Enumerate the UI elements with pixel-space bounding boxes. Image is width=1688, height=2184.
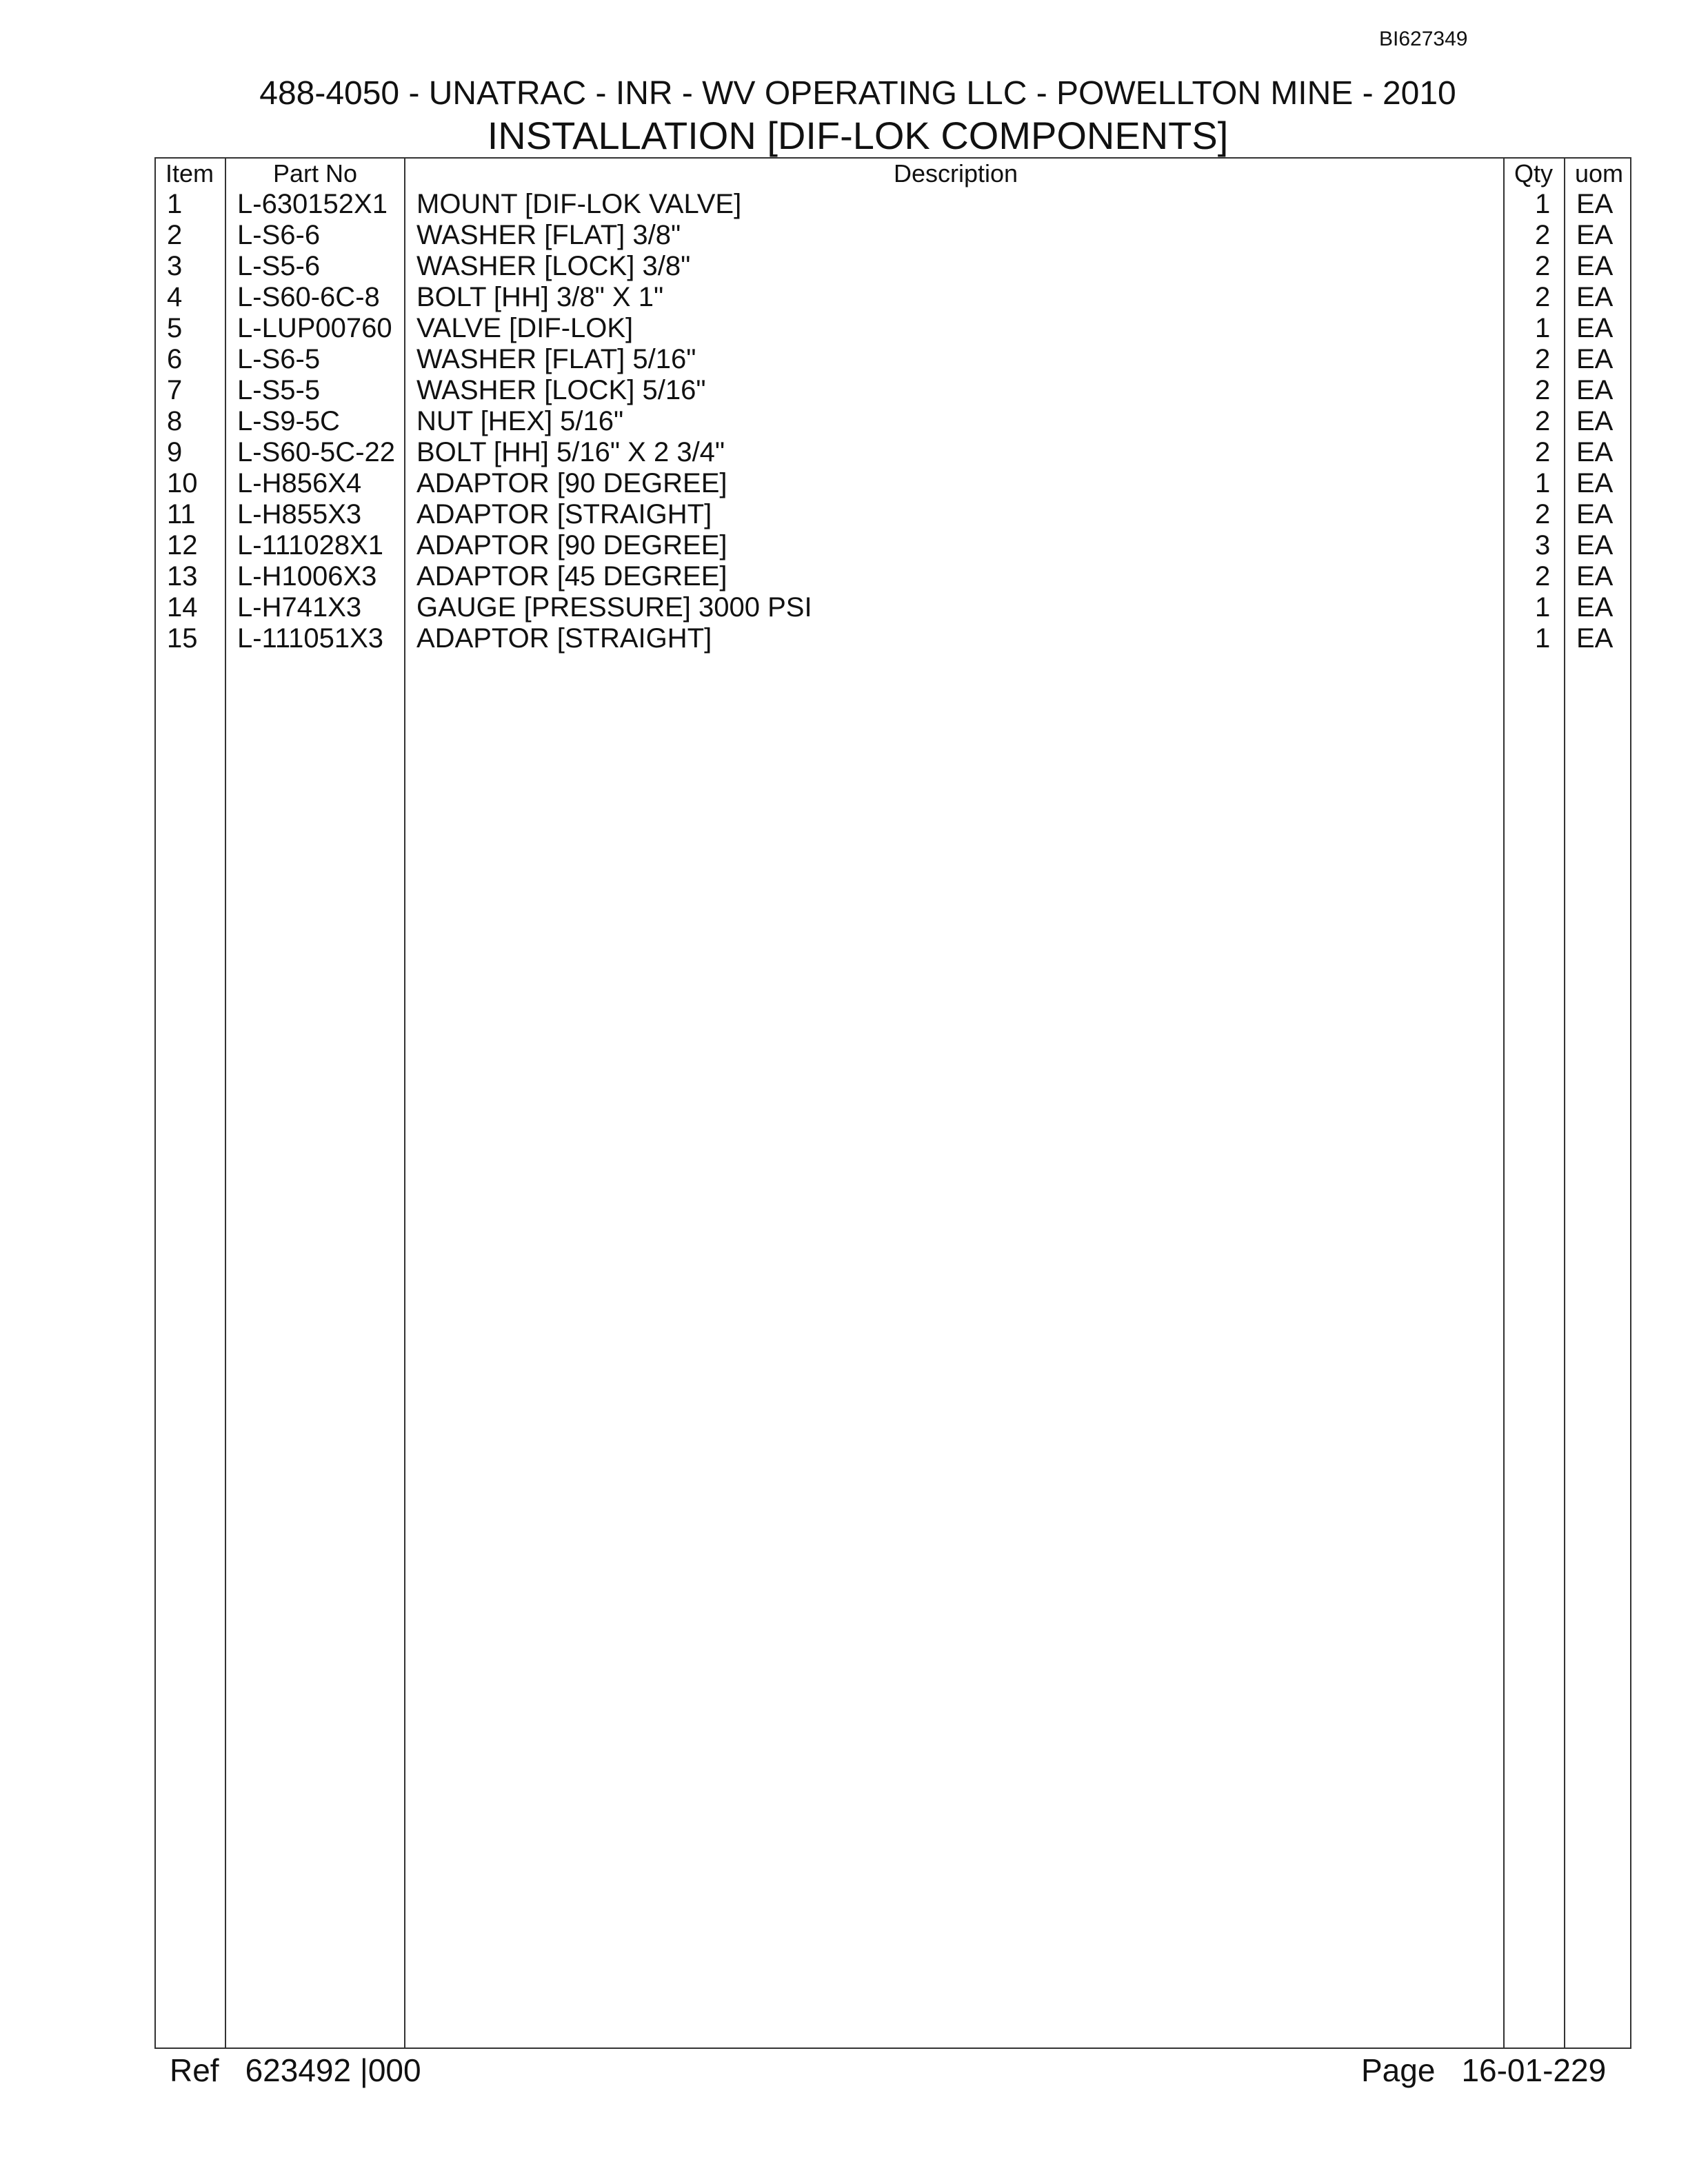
quantity: 2 [1535, 282, 1551, 312]
quantity: 3 [1535, 530, 1551, 560]
part-number: L-111028X1 [237, 530, 384, 560]
quantity: 2 [1535, 499, 1551, 529]
part-description: WASHER [FLAT] 3/8" [416, 220, 681, 250]
table-row [156, 313, 1630, 344]
table-row [156, 344, 1630, 375]
item-number: 10 [167, 468, 198, 498]
unit-of-measure: EA [1576, 406, 1614, 436]
quantity: 1 [1535, 189, 1551, 219]
footer-page [1361, 2052, 1606, 2089]
part-number: L-H1006X3 [237, 561, 377, 592]
unit-of-measure: EA [1576, 468, 1614, 498]
unit-of-measure: EA [1576, 437, 1614, 467]
part-number: L-S5-5 [237, 375, 321, 405]
ref-value: 623492 |000 [245, 2052, 421, 2088]
item-number: 5 [167, 313, 183, 343]
part-number: L-S6-5 [237, 344, 321, 374]
quantity: 2 [1535, 375, 1551, 405]
quantity: 2 [1535, 220, 1551, 250]
item-number: 14 [167, 592, 198, 623]
unit-of-measure: EA [1576, 313, 1614, 343]
parts-table [154, 157, 1631, 2049]
ref-label: Ref [170, 2052, 219, 2088]
part-number: L-H856X4 [237, 468, 362, 498]
page-label: Page [1361, 2052, 1436, 2088]
unit-of-measure: EA [1576, 530, 1614, 560]
part-description: MOUNT [DIF-LOK VALVE] [416, 189, 742, 219]
unit-of-measure: EA [1576, 220, 1614, 250]
column-header-part-no: Part No [273, 159, 358, 188]
unit-of-measure: EA [1576, 282, 1614, 312]
quantity: 2 [1535, 344, 1551, 374]
table-row [156, 437, 1630, 468]
part-number: L-S6-6 [237, 220, 321, 250]
page-value: 16-01-229 [1461, 2052, 1607, 2088]
item-number: 4 [167, 282, 183, 312]
unit-of-measure: EA [1576, 499, 1614, 529]
unit-of-measure: EA [1576, 623, 1614, 654]
unit-of-measure: EA [1576, 251, 1614, 281]
quantity: 2 [1535, 406, 1551, 436]
document-id: BI627349 [1379, 28, 1468, 50]
part-number: L-111051X3 [237, 623, 384, 654]
part-description: ADAPTOR [45 DEGREE] [416, 561, 727, 592]
part-description: WASHER [LOCK] 3/8" [416, 251, 691, 281]
quantity: 2 [1535, 561, 1551, 592]
column-header-qty: Qty [1514, 159, 1554, 188]
part-number: L-S9-5C [237, 406, 340, 436]
quantity: 1 [1535, 468, 1551, 498]
table-header-row [156, 160, 1630, 188]
column-header-uom: uom [1575, 159, 1624, 188]
unit-of-measure: EA [1576, 561, 1614, 592]
part-number: L-S60-6C-8 [237, 282, 380, 312]
part-number: L-H855X3 [237, 499, 362, 529]
table-row [156, 468, 1630, 499]
part-description: ADAPTOR [STRAIGHT] [416, 499, 712, 529]
part-number: L-630152X1 [237, 189, 388, 219]
column-header-description: Description [894, 159, 1018, 188]
table-row [156, 189, 1630, 220]
table-row [156, 592, 1630, 623]
table-row [156, 282, 1630, 313]
part-description: BOLT [HH] 3/8" X 1" [416, 282, 664, 312]
unit-of-measure: EA [1576, 375, 1614, 405]
part-description: GAUGE [PRESSURE] 3000 PSI [416, 592, 812, 623]
table-row [156, 220, 1630, 251]
item-number: 6 [167, 344, 183, 374]
unit-of-measure: EA [1576, 189, 1614, 219]
item-number: 7 [167, 375, 183, 405]
item-number: 3 [167, 251, 183, 281]
table-row [156, 406, 1630, 437]
quantity: 2 [1535, 251, 1551, 281]
quantity: 1 [1535, 592, 1551, 623]
item-number: 9 [167, 437, 183, 467]
part-description: NUT [HEX] 5/16" [416, 406, 624, 436]
table-row [156, 375, 1630, 406]
unit-of-measure: EA [1576, 344, 1614, 374]
item-number: 1 [167, 189, 183, 219]
table-row [156, 530, 1630, 561]
footer-ref [170, 2052, 421, 2089]
part-description: BOLT [HH] 5/16" X 2 3/4" [416, 437, 725, 467]
item-number: 12 [167, 530, 198, 560]
section-title: INSTALLATION [DIF-LOK COMPONENTS] [487, 114, 1229, 157]
part-description: ADAPTOR [90 DEGREE] [416, 530, 727, 560]
item-number: 11 [167, 499, 196, 529]
part-number: L-LUP00760 [237, 313, 392, 343]
item-number: 15 [167, 623, 198, 654]
quantity: 2 [1535, 437, 1551, 467]
item-number: 8 [167, 406, 183, 436]
quantity: 1 [1535, 623, 1551, 654]
unit-of-measure: EA [1576, 592, 1614, 623]
item-number: 2 [167, 220, 183, 250]
part-description: ADAPTOR [STRAIGHT] [416, 623, 712, 654]
column-header-item: Item [165, 159, 214, 188]
table-row [156, 499, 1630, 530]
part-number: L-H741X3 [237, 592, 362, 623]
part-description: ADAPTOR [90 DEGREE] [416, 468, 727, 498]
document-title: 488-4050 - UNATRAC - INR - WV OPERATING LLC - POWELLTON MINE - 2010 [259, 75, 1456, 112]
part-number: L-S60-5C-22 [237, 437, 396, 467]
table-row [156, 561, 1630, 592]
part-number: L-S5-6 [237, 251, 321, 281]
item-number: 13 [167, 561, 198, 592]
part-description: WASHER [FLAT] 5/16" [416, 344, 696, 374]
table-row [156, 251, 1630, 282]
part-description: WASHER [LOCK] 5/16" [416, 375, 706, 405]
part-description: VALVE [DIF-LOK] [416, 313, 634, 343]
table-row [156, 623, 1630, 654]
quantity: 1 [1535, 313, 1551, 343]
